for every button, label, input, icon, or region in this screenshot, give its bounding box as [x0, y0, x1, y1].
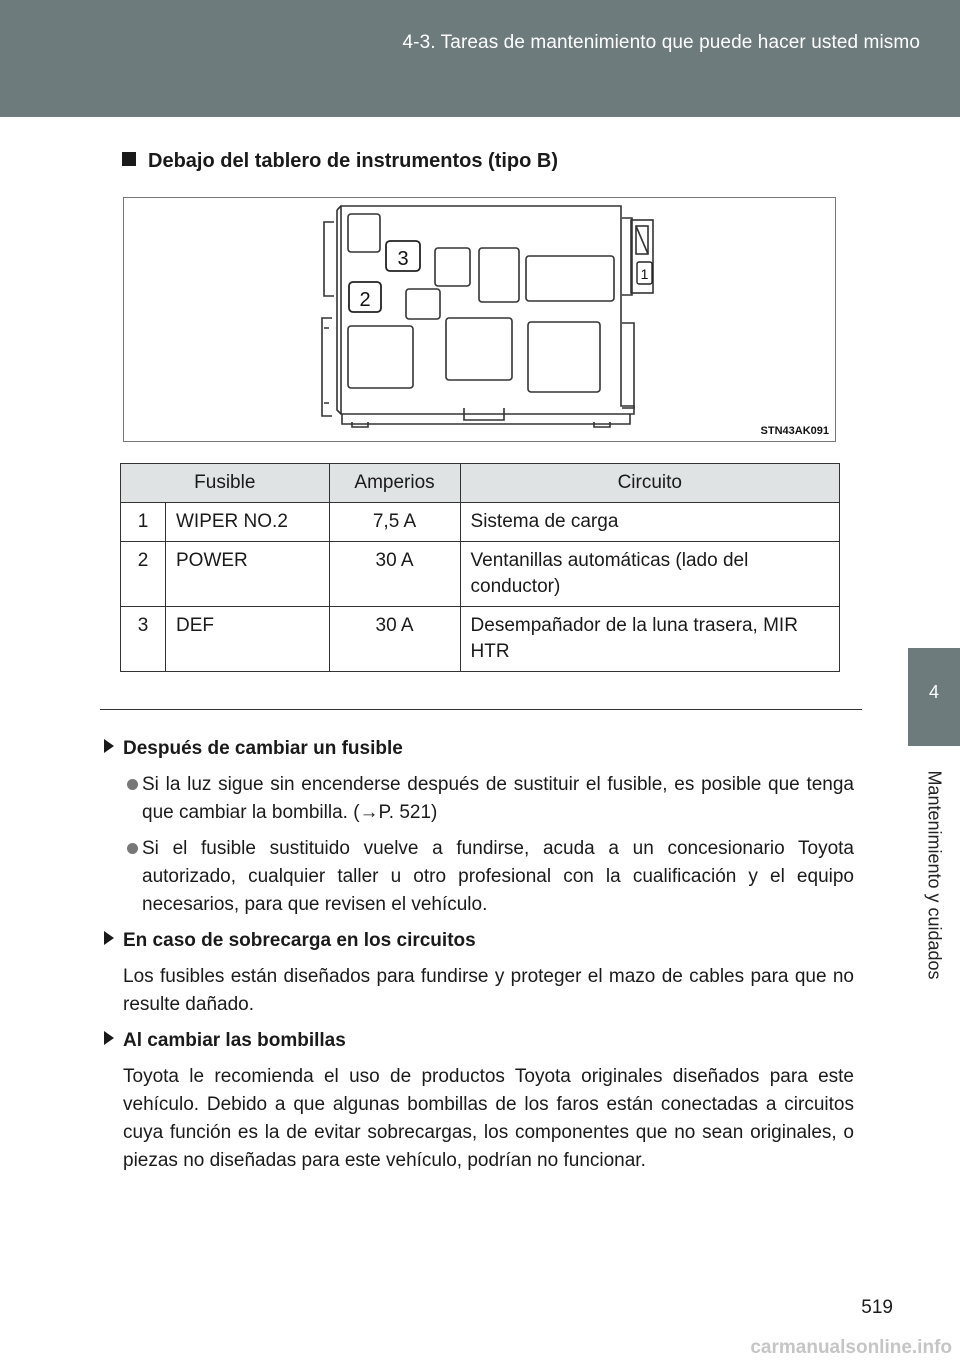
note-bullet — [104, 835, 854, 919]
fuse-number: 1 — [121, 503, 166, 542]
note-bullet — [104, 771, 854, 827]
page-number: 519 — [861, 1297, 893, 1318]
fuse-box-figure — [123, 197, 836, 442]
table-row — [121, 542, 840, 607]
triangle-bullet-icon — [104, 1031, 114, 1045]
callout-1: 1 — [640, 266, 649, 282]
figure-code: STN43AK091 — [760, 425, 829, 437]
notes-section — [104, 735, 854, 1183]
note-heading-text: En caso de sobrecarga en los circuitos — [123, 930, 476, 951]
note-paragraph: Los fusibles están diseñados para fundirse y proteger el mazo de cables para que no resulte dañado. — [123, 966, 854, 1015]
fuse-table — [120, 463, 840, 672]
triangle-bullet-icon — [104, 739, 114, 753]
chapter-tab — [908, 648, 960, 746]
fuse-circuit: Ventanillas automáticas (lado del conductor) — [460, 542, 839, 607]
table-header-row — [121, 464, 840, 503]
fuse-box-diagram — [124, 198, 835, 441]
table-row — [121, 607, 840, 672]
triangle-bullet-icon — [104, 931, 114, 945]
note-bullet-text: Si el fusible sustituido vuelve a fundirse, acuda a un concesionario Toyota autorizado, cualquier taller u otro profesional con la cualificación y el equipo necesarios, para que revisen el vehículo. — [142, 838, 854, 915]
note-heading-text: Después de cambiar un fusible — [123, 738, 403, 759]
fuse-amps: 7,5 A — [329, 503, 460, 542]
note-paragraph: Toyota le recomienda el uso de productos Toyota originales diseñados para este vehículo. Debido a que algunas bombillas de los faros están conectadas a circuitos cuya función es la de evitar sobrecargas, los componentes que no sean originales, o piezas no diseñadas para este vehículo, podrían no funcionar. — [123, 1066, 854, 1171]
fuse-number: 3 — [121, 607, 166, 672]
fuse-name: POWER — [166, 542, 330, 607]
table-row — [121, 503, 840, 542]
fuse-circuit: Desempañador de la luna trasera, MIR HTR — [460, 607, 839, 672]
callout-3: 3 — [397, 248, 409, 270]
chapter-header: 4-3. Tareas de mantenimiento que puede hacer usted mismo — [402, 32, 920, 53]
section-title — [122, 150, 558, 173]
section-title-text: Debajo del tablero de instrumentos (tipo B) — [148, 150, 559, 172]
note-heading-text: Al cambiar las bombillas — [123, 1030, 346, 1051]
header-band — [0, 0, 960, 117]
note-heading — [104, 735, 854, 763]
fuse-number: 2 — [121, 542, 166, 607]
note-heading — [104, 1027, 854, 1055]
fuse-name: WIPER NO.2 — [166, 503, 330, 542]
note-bullet-text: Si la luz sigue sin encenderse después de sustituir el fusible, es posible que tenga que cambiar la bombilla. (→P. 521) — [142, 774, 854, 823]
circle-bullet-icon — [127, 843, 138, 854]
fuse-amps: 30 A — [329, 542, 460, 607]
note-heading — [104, 927, 854, 955]
fuse-amps: 30 A — [329, 607, 460, 672]
chapter-side-label: Mantenimiento y cuidados — [924, 770, 945, 980]
section-divider — [100, 709, 862, 710]
chapter-number: 4 — [928, 682, 939, 702]
square-bullet-icon — [122, 152, 136, 166]
header-amperios: Amperios — [329, 464, 460, 503]
header-circuito: Circuito — [460, 464, 839, 503]
watermark: carmanualsonline.info — [750, 1337, 952, 1358]
callout-2: 2 — [359, 289, 371, 311]
circle-bullet-icon — [127, 779, 138, 790]
fuse-circuit: Sistema de carga — [460, 503, 839, 542]
fuse-name: DEF — [166, 607, 330, 672]
header-fusible: Fusible — [121, 464, 330, 503]
